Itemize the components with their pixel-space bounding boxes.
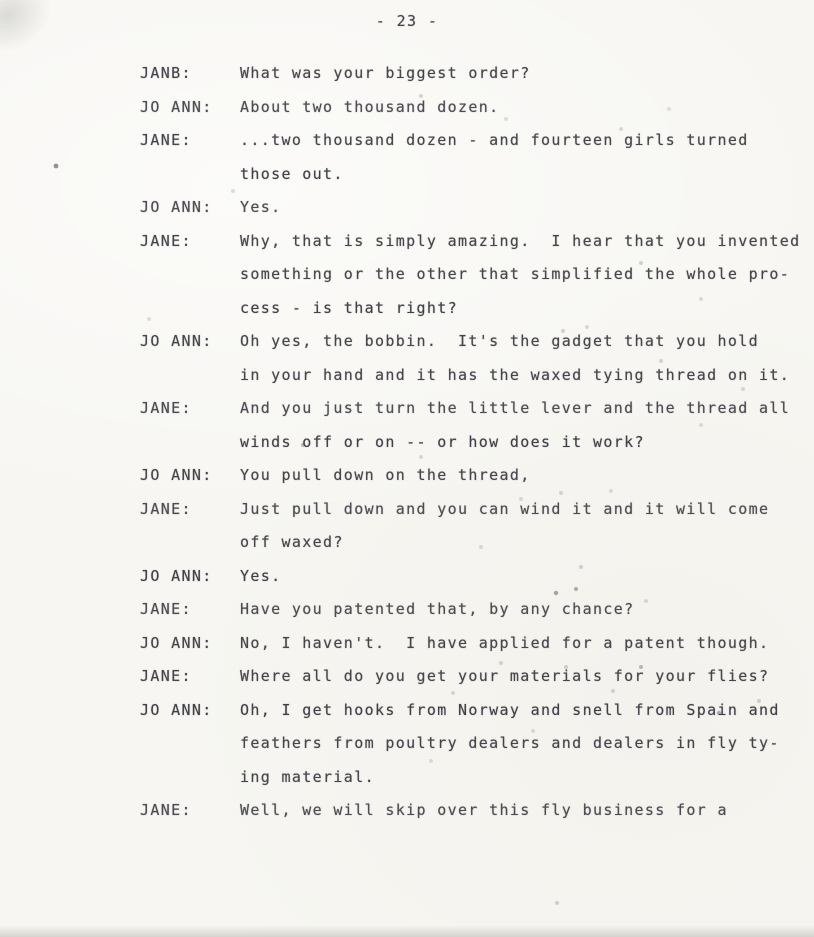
transcript-line	[140, 225, 801, 259]
speaker-label: JO ANN:	[140, 332, 213, 350]
speaker-label: JANE:	[140, 231, 192, 250]
dialogue-text: winds off or on -- or how does it work?	[240, 432, 645, 451]
transcript-line	[140, 426, 780, 460]
speaker-label	[140, 426, 240, 460]
page-number: - 23 -	[375, 12, 439, 30]
transcript-line	[140, 526, 780, 560]
scan-noise-dark	[0, 0, 2, 2]
speaker-label: JO ANN:	[140, 198, 213, 216]
transcript-line	[140, 57, 780, 91]
transcript-line	[140, 459, 780, 493]
transcript-line	[140, 392, 791, 426]
dialogue-text: ...two thousand dozen - and fourteen girls turned	[240, 131, 749, 149]
dialogue-text: Where all do you get your materials for your flies?	[240, 667, 770, 685]
dialogue-text: in your hand and it has the waxed tying thread on it.	[240, 365, 791, 384]
transcript-line	[140, 493, 780, 527]
transcript-line	[140, 124, 780, 158]
speaker-label: JO ANN:	[140, 700, 213, 719]
dialogue-text: About two thousand dozen.	[240, 97, 500, 116]
transcript-line	[140, 91, 780, 125]
dialogue-text: Yes.	[240, 198, 282, 216]
dialogue-text: off waxed?	[240, 533, 344, 551]
speaker-label	[140, 761, 240, 795]
speaker-label: JO ANN:	[140, 97, 213, 116]
dialogue-text: cess - is that right?	[240, 298, 458, 317]
dialogue-text: those out.	[240, 164, 344, 183]
speaker-label: JANE:	[140, 399, 192, 417]
transcript-body	[140, 57, 801, 828]
speaker-label: JANE:	[140, 801, 192, 819]
dialogue-text: What was your biggest order?	[240, 64, 531, 82]
speaker-label	[140, 158, 240, 192]
dialogue-text: And you just turn the little lever and the thread all	[240, 399, 791, 417]
dialogue-text: Well, we will skip over this fly business for a	[240, 801, 728, 819]
speaker-label	[140, 258, 240, 292]
speaker-label: JANE:	[140, 667, 192, 685]
transcript-line	[140, 627, 780, 661]
speaker-label: JANB:	[140, 64, 192, 82]
transcript-line	[140, 660, 780, 694]
dialogue-text: Oh yes, the bobbin. It's the gadget that you hold	[240, 332, 760, 350]
transcript-line	[140, 292, 780, 326]
scan-edge-shadow	[0, 925, 814, 937]
transcript-line	[140, 727, 780, 761]
speaker-label	[140, 359, 240, 393]
dialogue-text: ing material.	[240, 767, 375, 786]
speaker-label: JANE:	[140, 600, 192, 618]
dialogue-text: Have you patented that, by any chance?	[240, 600, 635, 618]
speaker-label: JO ANN:	[140, 466, 213, 484]
transcript-line	[140, 794, 780, 828]
speaker-label: JO ANN:	[140, 633, 213, 652]
dialogue-text: Yes.	[240, 566, 282, 585]
transcript-line	[140, 694, 780, 728]
speaker-label: JO ANN:	[140, 566, 213, 585]
dialogue-text: feathers from poultry dealers and dealers in fly ty-	[240, 734, 780, 752]
transcript-line	[140, 191, 780, 225]
speaker-label: JANE:	[140, 131, 192, 149]
speaker-label	[140, 526, 240, 560]
transcript-line	[140, 359, 791, 393]
dialogue-text: Why, that is simply amazing. I hear that you invented	[240, 231, 801, 250]
speaker-label	[140, 292, 240, 326]
transcript-line	[140, 158, 780, 192]
dialogue-text: No, I haven't. I have applied for a patent though.	[240, 633, 770, 652]
transcript-line	[140, 325, 780, 359]
speaker-label: JANE:	[140, 499, 192, 518]
dialogue-text: You pull down on the thread,	[240, 466, 531, 484]
dialogue-text: Just pull down and you can wind it and it will come	[240, 499, 770, 518]
transcript-line	[140, 593, 780, 627]
transcript-line	[140, 560, 780, 594]
speaker-label	[140, 727, 240, 761]
dialogue-text: something or the other that simplified the whole pro-	[240, 265, 791, 283]
dialogue-text: Oh, I get hooks from Norway and snell from Spain and	[240, 700, 780, 719]
transcript-line	[140, 761, 780, 795]
transcript-line	[140, 258, 791, 292]
